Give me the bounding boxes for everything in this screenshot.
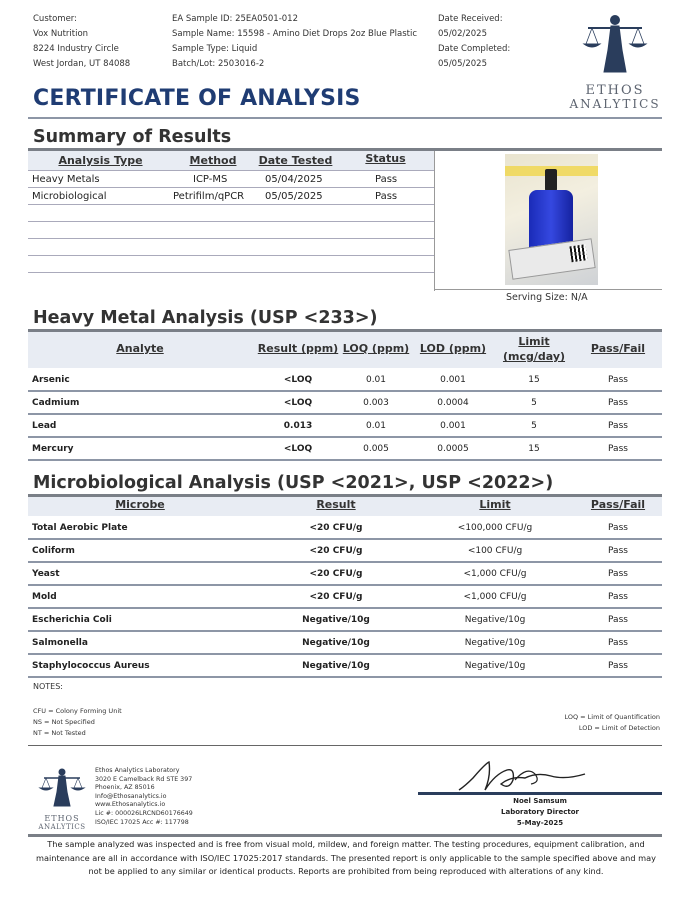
heavy-row-3-analyte: Lead [32, 421, 57, 431]
heavy-row-2-loq: 0.003 [363, 398, 389, 408]
lab-address-2: Phoenix, AZ 85016 [95, 784, 155, 792]
note-nt: NT = Not Tested [33, 729, 86, 737]
micro-col-microbe: Microbe [115, 498, 165, 511]
sample-label [508, 238, 595, 279]
signer-block [418, 796, 662, 829]
lab-logo [34, 766, 90, 832]
heavy-row-1-lod: 0.001 [440, 375, 466, 385]
micro-row-3-passfail: Pass [608, 569, 628, 579]
micro-row-1-microbe: Total Aerobic Plate [32, 523, 128, 533]
heavy-row-3-passfail: Pass [608, 421, 628, 431]
heavy-col-analyte: Analyte [116, 342, 164, 355]
heavy-row-divider [28, 459, 662, 461]
footer-line-3: not be applied to any similar or identical products. Reports are prohibited from being reproduced with alterations of any kind. [88, 866, 604, 876]
micro-col-limit: Limit [479, 498, 511, 511]
heavy-row-1-limit: 15 [528, 375, 540, 385]
page-title: CERTIFICATE OF ANALYSIS [33, 86, 361, 111]
dropper-cap [545, 169, 557, 191]
micro-row-4-limit: <1,000 CFU/g [463, 592, 527, 602]
summary-row-1-type: Heavy Metals [32, 174, 100, 185]
heavy-row-4-result: <LOQ [283, 444, 313, 454]
customer-address-2: West Jordan, UT 84088 [33, 59, 131, 69]
summary-col-date-tested: Date Tested [258, 154, 333, 167]
notes-legend-right [520, 712, 660, 734]
signer-date: 5-May-2025 [516, 819, 564, 827]
footer-divider [28, 834, 662, 837]
date-received: 05/02/2025 [438, 29, 487, 39]
micro-row-5-passfail: Pass [608, 615, 628, 625]
lab-email[interactable]: Info@Ethosanalytics.io [95, 792, 167, 800]
heavy-row-4-analyte: Mercury [32, 444, 74, 454]
micro-row-5-microbe: Escherichia Coli [32, 615, 112, 625]
summary-row-2-method: Petrifilm/qPCR [173, 191, 245, 202]
date-completed: 05/05/2025 [438, 59, 487, 69]
heavy-col-limit: Limit (mcg/day) [502, 335, 566, 363]
qr-code-icon [569, 244, 587, 262]
date-completed-label: Date Completed: [438, 44, 511, 54]
note-cfu: CFU = Colony Forming Unit [33, 707, 122, 715]
footer-line-2: maintenance are all in accordance with ISO/IEC 17025:2017 standards. The presented report is only applicable to the sample specified above and may [36, 852, 656, 863]
batch-lot: Batch/Lot: 2503016-2 [172, 59, 265, 69]
heavy-row-divider [28, 413, 662, 415]
heavy-row-1-analyte: Arsenic [32, 375, 70, 385]
micro-row-7-microbe: Staphylococcus Aureus [32, 661, 150, 671]
heavy-row-4-loq: 0.005 [363, 444, 389, 454]
heavy-row-2-lod: 0.0004 [437, 398, 469, 408]
heavy-row-divider [28, 390, 662, 392]
notes-legend-left [33, 706, 122, 739]
sample-id: EA Sample ID: 25EA0501-012 [172, 14, 299, 24]
heavy-col-loq: LOQ (ppm) [342, 342, 410, 355]
lab-logo-line-1: ETHOS [44, 814, 80, 823]
summary-title: Summary of Results [33, 127, 232, 147]
lab-address-1: 3020 E Camelback Rd STE 397 [95, 775, 193, 783]
serving-size: Serving Size: N/A [506, 292, 588, 303]
heavy-row-2-passfail: Pass [608, 398, 628, 408]
heavy-col-lod: LOD (ppm) [419, 342, 487, 355]
note-lod: LOD = Limit of Detection [578, 724, 660, 732]
micro-row-3-limit: <1,000 CFU/g [463, 569, 527, 579]
summary-row-2-type: Microbiological [32, 191, 107, 202]
customer-name: Vox Nutrition [33, 29, 89, 39]
micro-row-2-passfail: Pass [608, 546, 628, 556]
summary-row-1-status: Pass [375, 174, 398, 185]
micro-row-divider [28, 584, 662, 586]
heavy-row-3-loq: 0.01 [365, 421, 387, 431]
heavy-row-1-result: <LOQ [283, 375, 313, 385]
justice-figure-small-icon [34, 766, 90, 810]
summary-row-1-date: 05/04/2025 [265, 174, 323, 185]
logo-line-1: ETHOS [585, 83, 645, 98]
micro-row-divider [28, 630, 662, 632]
signer-name: Noel Samsum [513, 797, 567, 805]
micro-title: Microbiological Analysis (USP <2021>, USP <2022>) [33, 473, 554, 493]
summary-row-2-status: Pass [375, 191, 398, 202]
micro-row-4-result: <20 CFU/g [309, 592, 363, 602]
heavy-row-3-limit: 5 [531, 421, 537, 431]
micro-row-3-microbe: Yeast [32, 569, 60, 579]
customer-block [33, 12, 130, 72]
micro-row-5-result: Negative/10g [302, 615, 370, 625]
heavy-row-divider [28, 436, 662, 438]
micro-row-divider [28, 607, 662, 609]
notes-divider [28, 745, 662, 746]
heavy-row-4-passfail: Pass [608, 444, 628, 454]
signer-role: Laboratory Director [501, 808, 579, 816]
micro-row-6-microbe: Salmonella [32, 638, 88, 648]
lab-website[interactable]: www.Ethosanalytics.io [95, 801, 166, 809]
summary-col-method: Method [189, 154, 237, 167]
lab-license: Lic #: 000026LRCND60176649 [95, 809, 193, 817]
summary-row-2-date: 05/05/2025 [265, 191, 323, 202]
product-photo [505, 154, 598, 285]
micro-row-7-limit: Negative/10g [464, 661, 526, 671]
heavy-col-result: Result (ppm) [257, 342, 339, 355]
micro-row-6-passfail: Pass [608, 638, 628, 648]
heavy-row-1-loq: 0.01 [365, 375, 387, 385]
date-received-label: Date Received: [438, 14, 503, 24]
heavy-row-4-limit: 15 [528, 444, 540, 454]
micro-row-2-result: <20 CFU/g [309, 546, 363, 556]
lab-logo-line-2: ANALYTICS [38, 823, 86, 831]
lab-iso: ISO/IEC 17025 Acc #: 117798 [95, 818, 189, 826]
micro-row-4-passfail: Pass [608, 592, 628, 602]
sample-name: Sample Name: 15598 - Amino Diet Drops 2oz Blue Plastic [172, 29, 417, 39]
dates-block [438, 12, 510, 72]
micro-row-4-microbe: Mold [32, 592, 57, 602]
summary-row-1-method: ICP-MS [193, 174, 228, 185]
footer-disclaimer [20, 838, 672, 879]
customer-address-1: 8224 Industry Circle [33, 44, 119, 54]
micro-row-divider [28, 538, 662, 540]
signature [455, 756, 595, 796]
heavy-row-3-result: 0.013 [283, 421, 313, 431]
footer-line-1: The sample analyzed was inspected and is free from visual mold, mildew, and foreign matter. The testing procedures, equipment calibration, and [47, 839, 645, 849]
ethos-logo [560, 10, 670, 110]
note-ns: NS = Not Specified [33, 718, 95, 726]
micro-row-divider [28, 653, 662, 655]
heavy-row-2-result: <LOQ [283, 398, 313, 408]
heavy-row-4-lod: 0.0005 [437, 444, 469, 454]
photo-panel [434, 151, 662, 290]
lab-name: Ethos Analytics Laboratory [95, 767, 180, 774]
heavy-row-3-lod: 0.001 [440, 421, 466, 431]
micro-row-1-passfail: Pass [608, 523, 628, 533]
micro-col-result: Result [316, 498, 356, 511]
micro-row-3-result: <20 CFU/g [309, 569, 363, 579]
note-loq: LOQ = Limit of Quantification [564, 713, 660, 721]
micro-row-6-limit: Negative/10g [464, 638, 526, 648]
heavy-row-2-analyte: Cadmium [32, 398, 80, 408]
heavy-row-2-limit: 5 [531, 398, 537, 408]
notes-label: NOTES: [33, 682, 63, 691]
micro-col-passfail: Pass/Fail [590, 498, 646, 511]
micro-row-7-passfail: Pass [608, 661, 628, 671]
summary-col-analysis-type: Analysis Type [58, 154, 143, 167]
logo-line-2: ANALYTICS [569, 97, 661, 111]
micro-row-2-microbe: Coliform [32, 546, 75, 556]
customer-label: Customer: [33, 14, 78, 24]
justice-figure-icon [560, 10, 670, 80]
heavy-metal-title: Heavy Metal Analysis (USP <233>) [33, 308, 378, 328]
summary-table [28, 151, 435, 291]
sample-type: Sample Type: Liquid [172, 44, 258, 54]
heavy-row-1-passfail: Pass [608, 375, 628, 385]
micro-row-1-result: <20 CFU/g [309, 523, 363, 533]
micro-row-divider [28, 561, 662, 563]
micro-row-2-limit: <100 CFU/g [467, 546, 523, 556]
micro-row-1-limit: <100,000 CFU/g [457, 523, 533, 533]
summary-col-status: Status [365, 152, 406, 165]
title-divider [28, 117, 662, 119]
signature-line [418, 792, 662, 795]
micro-row-7-result: Negative/10g [302, 661, 370, 671]
micro-row-6-result: Negative/10g [302, 638, 370, 648]
micro-row-5-limit: Negative/10g [464, 615, 526, 625]
sample-block [172, 12, 417, 72]
heavy-col-passfail: Pass/Fail [590, 342, 646, 355]
lab-address [95, 767, 193, 827]
micro-row-divider [28, 676, 662, 678]
